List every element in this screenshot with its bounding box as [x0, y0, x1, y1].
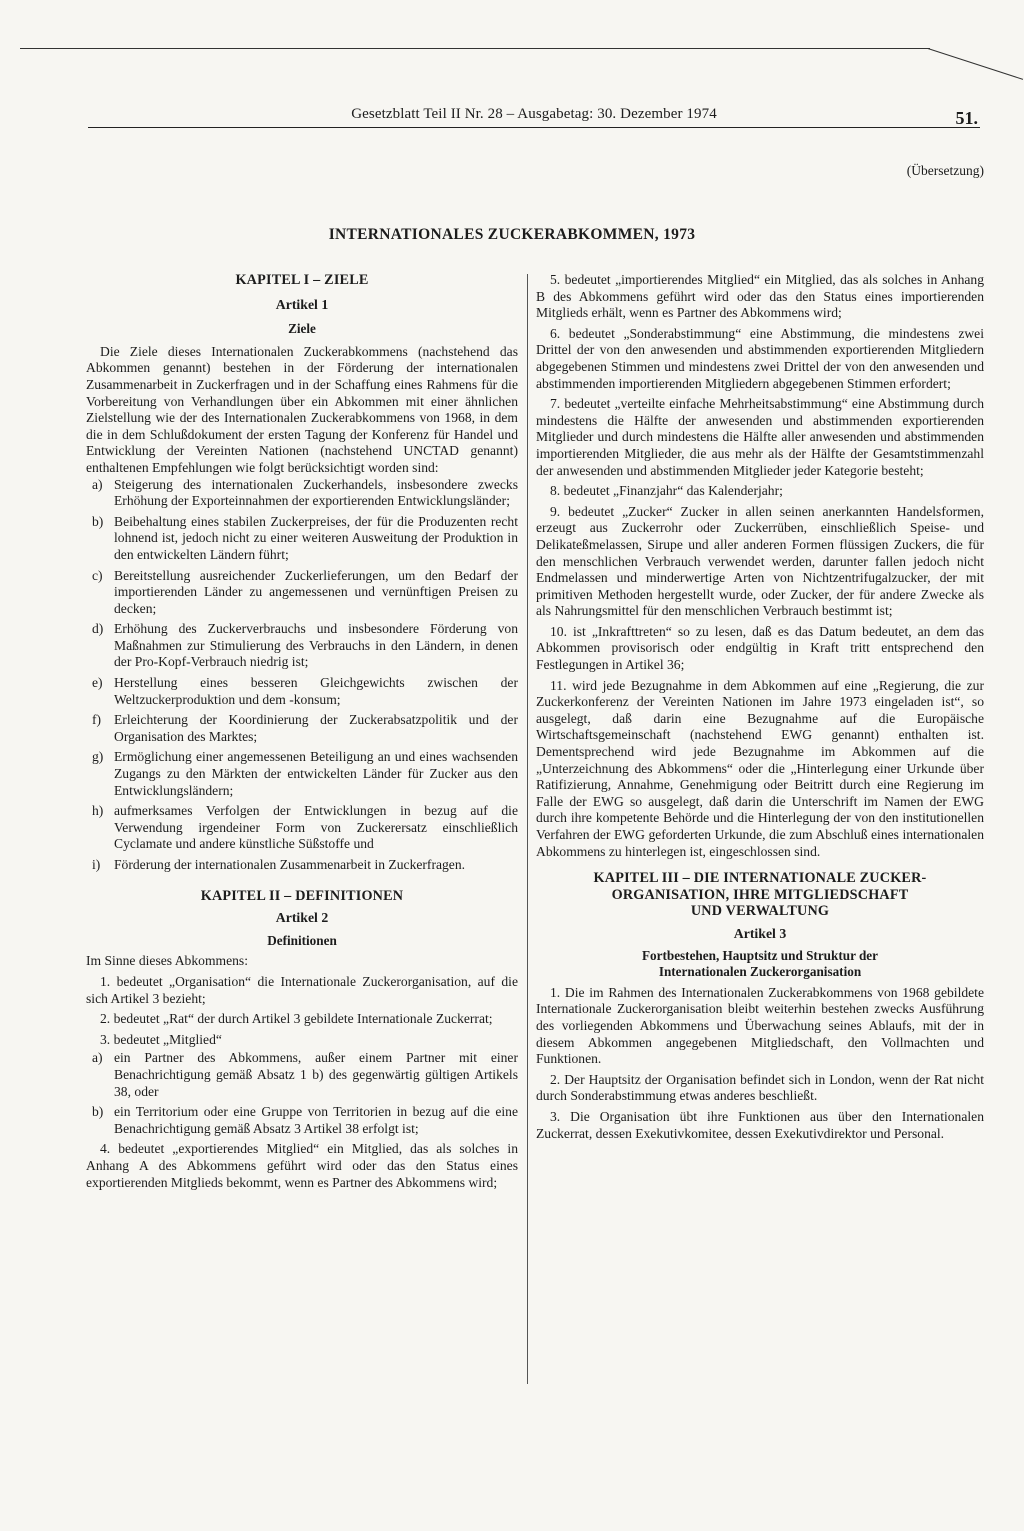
document-title: INTERNATIONALES ZUCKERABKOMMEN, 1973: [328, 226, 696, 243]
member-definition-list: [86, 1050, 518, 1137]
page-number: 51.: [955, 108, 978, 128]
article-1-heading: Artikel 1: [275, 296, 329, 312]
right-column: [536, 272, 984, 1142]
definition-2: 2. bedeutet „Rat“ der durch Artikel 3 gebildete Internationale Zuckerrat;: [100, 1011, 493, 1027]
definition-11: 11. wird jede Bezugnahme in dem Abkommen auf eine „Regierung, die zur Zuckerkonferenz der Vereinten Nationen im Jahre 1973 eingeladen ist“, so ausgelegt, daß darin eine Bezugnahme auf die Europäische Wirtschaftsgemeinschaft (nachstehend EWG genannt) enthalten ist. Dementsprechend wird jede Bezugnahme im Abkommen auf die „Unterzeichnung des Abkommens“ oder die „Hinterlegung einer Urkunde über Ratifizierung, Annahme, Genehmigung oder Beitritt durch eine Regierung im Falle der EWG so ausgelegt, daß darin die Unterschrift im Namen der EWG durch ihre kompetente Behörde und die Hinterlegung der von den institutionellen Verfahren der EWG geforderten Urkunde, die zum Abschluß eines internationalen Abkommens zu hinterlegen ist, eingeschlossen sind.: [536, 677, 984, 859]
article-2-heading: Artikel 2: [275, 910, 329, 926]
column-divider: [527, 274, 528, 1384]
article-2-title: Definitionen: [267, 932, 337, 948]
list-item: a) ein Partner des Abkommens, außer einem Partner mit einer Benachrichtigung gemäß Absatz 1 b) des gegenwärtig gültigen Artikels 38, oder: [92, 1050, 518, 1099]
list-item: d) Erhöhung des Zuckerverbrauchs und insbesondere Förderung von Maßnahmen zur Stimulierung des Verbrauchs in den Ländern, in denen der Pro-Kopf-Verbrauch niedrig ist;: [92, 621, 518, 670]
chapter-3-heading-line-1: KAPITEL III – DIE INTERNATIONALE ZUCKER-: [593, 870, 927, 887]
article-3-title-line-2: Internationalen Zuckerorganisation: [658, 964, 862, 980]
article-3-paragraph-1: 1. Die im Rahmen des Internationalen Zuckerabkommens von 1968 gebildete Internationale Zuckerorganisation bleibt weiterhin bestehen zwecks Ausführung des vorliegenden Abkommens und Überwachung seines Ablaufs, mit der in diesem Abkommen angegebenen Mitgliedschaft, den Vollmachten und Funktionen.: [536, 984, 984, 1067]
article-2-intro: Im Sinne dieses Abkommens:: [86, 953, 248, 969]
definition-10: 10. ist „Inkrafttreten“ so zu lesen, daß es das Datum bedeutet, an dem das Abkommen provisorisch oder endgültig in Kraft tritt entsprechend den Festlegungen in Artikel 36;: [536, 623, 984, 673]
list-item: e) Herstellung eines besseren Gleichgewichts zwischen der Weltzuckerproduktion und dem -konsum;: [92, 675, 518, 707]
chapter-1-heading: KAPITEL I – ZIELE: [235, 272, 369, 288]
gazette-header-title: Gesetzblatt Teil II Nr. 28 – Ausgabetag: 30. Dezember 1974: [351, 106, 717, 122]
definition-9: 9. bedeutet „Zucker“ Zucker in allen seinen anerkannten Handelsformen, erzeugt aus Zuckerrohr oder Zuckerrüben, einschließlich Speise- und Delikateßmelassen, Sirupe und aller anderen Formen flüssigen Zuckers, die für den menschlichen Verbrauch verwendet werden, darunter fallen jedoch nicht Endmelassen und minderwertige Arten von Nichtzentrifugalzucker, der mit primitiven Methoden hergestellt wurde, oder Zucker, der für andere Zwecke als als Nahrungsmittel für den menschlichen Verbrauch bestimmt ist;: [536, 503, 984, 619]
definition-1: 1. bedeutet „Organisation“ die Internationale Zuckerorganisation, auf die sich Artikel 3 bezieht;: [86, 973, 518, 1006]
scan-edge-line-slanted: [928, 48, 1023, 80]
chapter-3-heading-line-3: UND VERWALTUNG: [690, 903, 830, 920]
list-item: a) Steigerung des internationalen Zuckerhandels, insbesondere zwecks Erhöhung der Exporteinnahmen der exportierenden Entwicklungsländer;: [92, 476, 518, 509]
left-column: [86, 272, 518, 1191]
list-item: f) Erleichterung der Koordinierung der Zuckerabsatzpolitik und der Organisation des Marktes;: [92, 712, 518, 744]
list-item: g) Ermöglichung einer angemessenen Beteiligung an und eines wachsenden Zugangs zu den Märkten der entwickelten Länder für Zucker aus den Entwicklungsländern;: [92, 749, 518, 798]
chapter-2-heading: KAPITEL II – DEFINITIONEN: [200, 887, 404, 904]
list-item: b) ein Territorium oder eine Gruppe von Territorien in bezug auf die eine Benachrichtigung gemäß Absatz 3 Artikel 38 erfolgt ist;: [92, 1104, 518, 1136]
definition-7: 7. bedeutet „verteilte einfache Mehrheitsabstimmung“ eine Abstimmung durch mindestens die Hälfte der anwesenden und abstimmenden exportierenden Mitglieder und durch mindestens die Hälfte aller anwesenden und abstimmenden importierenden Mitglieder, die aus mehr als der Hälfte der Gesamtstimmenzahl der anwesenden und abstimmenden Mitglieder jeder Kategorie besteht;: [536, 396, 984, 478]
scan-edge-line: [20, 48, 930, 49]
article-3-heading: Artikel 3: [733, 925, 787, 941]
header-rule: [88, 127, 980, 128]
translation-note: (Übersetzung): [906, 163, 984, 178]
list-item: i) Förderung der internationalen Zusammenarbeit in Zuckerfragen.: [92, 857, 466, 872]
objectives-list: [86, 477, 518, 874]
list-item: c) Bereitstellung ausreichender Zuckerlieferungen, um den Bedarf der importierenden Länder zu angemessenen und vernünftigen Preisen zu decken;: [92, 567, 518, 616]
definition-6: 6. bedeutet „Sonderabstimmung“ eine Abstimmung, die mindestens zwei Drittel der von den anwesenden und abstimmenden exportierenden Mitgliedern abgegebenen Stimmen und mindestens zwei Drittel der von den anwesenden und abstimmenden importierenden Mitgliedern abgegebenen Stimmen erfordert;: [536, 325, 984, 391]
article-3-title-line-1: Fortbestehen, Hauptsitz und Struktur der: [641, 947, 879, 963]
article-1-intro: Die Ziele dieses Internationalen Zuckerabkommens (nachstehend das Abkommen genannt) bestehen in der Förderung der internationalen Zusammenarbeit in Zuckerfragen und in der Schaffung eines Rahmens für die Vorbereitung von Verhandlungen über ein Abkommen mit einer ähnlichen Zielstellung wie der des Internationalen Zuckerabkommens von 1968, in dem die in dem Schlußdokument der ersten Tagung der Konferenz für Handel und Entwicklung der Vereinten Nationen (nachstehend UNCTAD genannt) enthaltenen Empfehlungen wie folgt berücksichtigt worden sind:: [86, 343, 518, 475]
list-item: b) Beibehaltung eines stabilen Zuckerpreises, der für die Produzenten recht lohnend ist, jedoch nicht zu einer weiteren Ausweitung der Produktion in den entwickelten Ländern führt;: [92, 513, 518, 562]
list-item: h) aufmerksames Verfolgen der Entwicklungen in bezug auf die Verwendung irgendeiner Form von Zuckerersatz einschließlich Cyclamate und andere künstliche Süßstoffe und: [92, 803, 518, 852]
chapter-3-heading-line-2: ORGANISATION, IHRE MITGLIEDSCHAFT: [611, 886, 909, 903]
article-1-title: Ziele: [288, 321, 316, 337]
definition-4: 4. bedeutet „exportierendes Mitglied“ ein Mitglied, das als solches in Anhang A des Abkommens geführt wird oder das den Status eines exportierenden Mitglieds bekommt, wenn es Partner des Abkommens wird;: [86, 1141, 518, 1190]
definition-3: 3. bedeutet „Mitglied“: [100, 1031, 222, 1047]
article-3-paragraph-3: 3. Die Organisation übt ihre Funktionen aus über den Internationalen Zuckerrat, dessen Exekutivkomitee, dessen Exekutivdirektor und Personal.: [536, 1108, 984, 1141]
article-3-paragraph-2: 2. Der Hauptsitz der Organisation befindet sich in London, wenn der Rat nicht durch Sonderabstimmung etwas anderes beschließt.: [536, 1071, 984, 1104]
definition-8: 8. bedeutet „Finanzjahr“ das Kalenderjahr;: [550, 483, 783, 499]
definition-5: 5. bedeutet „importierendes Mitglied“ ein Mitglied, das als solches in Anhang B des Abkommens geführt wird oder das den Status eines importierenden Mitglieds erhält, wenn es Partner des Abkommens wird;: [536, 272, 984, 321]
